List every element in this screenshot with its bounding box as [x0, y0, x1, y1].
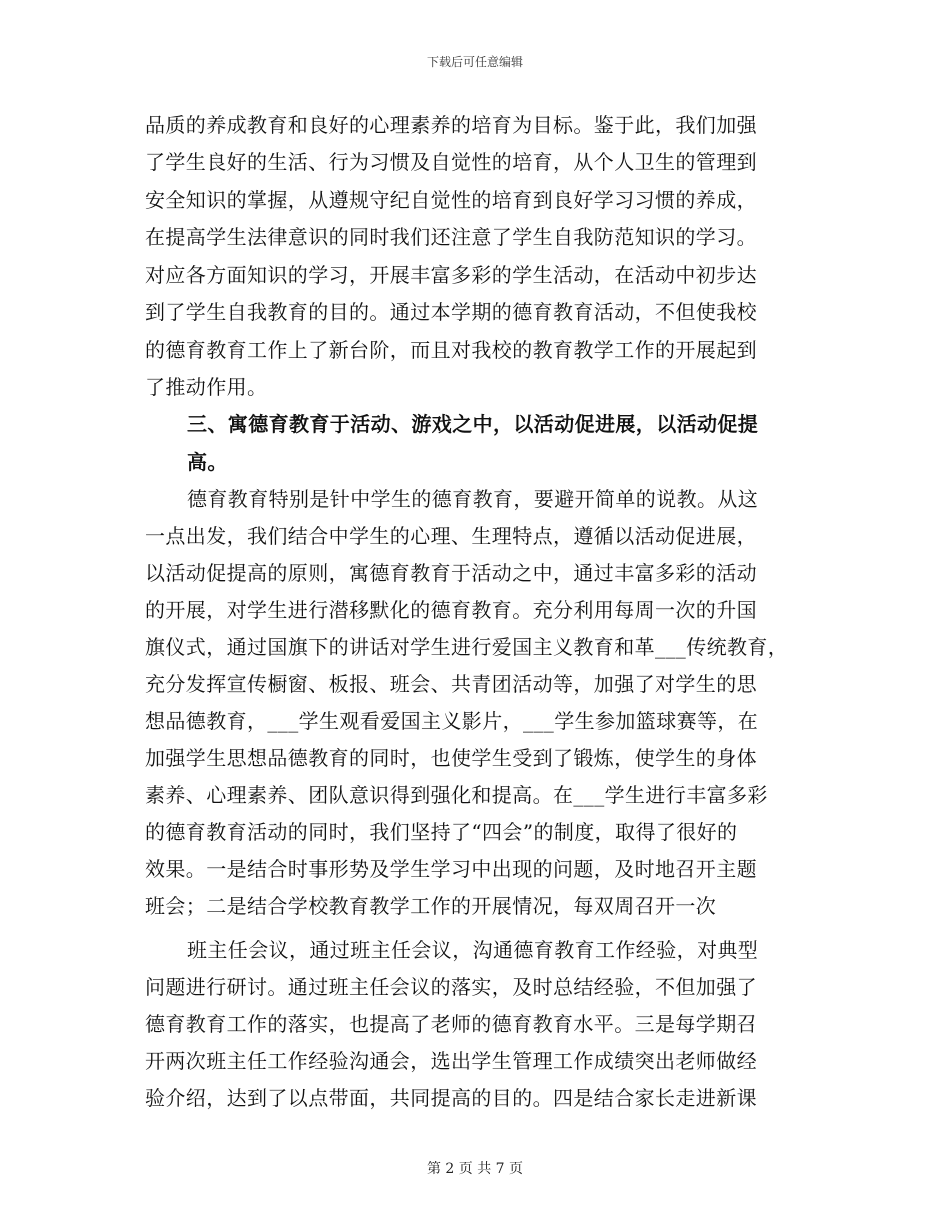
body-line: 对应各方面知识的学习，开展丰富多彩的学生活动，在活动中初步达: [145, 263, 757, 287]
body-line: 安全知识的掌握，从遵规守纪自觉性的培育到良好学习习惯的养成，: [145, 188, 757, 212]
body-line: 班会；二是结合学校教育教学工作的开展情况，每双周召开一次: [145, 894, 717, 918]
body-line: 德育教育特别是针中学生的德育教育，要避开简单的说教。从这: [187, 487, 759, 511]
body-line: 想品德教育，___学生观看爱国主义影片，___学生参加篮球赛等，在: [145, 709, 759, 733]
body-line: 一点出发，我们结合中学生的心理、生理特点，遵循以活动促进展，: [145, 524, 757, 548]
body-line: 加强学生思想品德教育的同时，也使学生受到了锻炼，使学生的身体: [145, 746, 757, 770]
body-line: 问题进行研讨。通过班主任会议的落实，及时总结经验，不但加强了: [145, 975, 757, 999]
section-heading: 三、寓德育教育于活动、游戏之中，以活动促进展，以活动促提: [187, 412, 759, 436]
section-heading-continued: 高。: [187, 450, 228, 474]
body-line: 的德育教育工作上了新台阶，而且对我校的教育教学工作的开展起到: [145, 338, 757, 362]
page-header: 下载后可任意编辑: [426, 55, 523, 69]
body-line: 的德育教育活动的同时，我们坚持了“四会”的制度，取得了很好的: [145, 820, 738, 844]
body-line: 的开展，对学生进行潜移默化的德育教育。充分利用每周一次的升国: [145, 598, 757, 622]
body-line: 到了学生自我教育的目的。通过本学期的德育教育活动，不但使我校: [145, 300, 757, 324]
body-line: 素养、心理素养、团队意识得到强化和提高。在___学生进行丰富多彩: [145, 783, 768, 807]
body-line: 开两次班主任工作经验沟通会，选出学生管理工作成绩突出老师做经: [145, 1049, 757, 1073]
body-line: 了推动作用。: [145, 375, 268, 399]
body-line: 班主任会议，通过班主任会议，沟通德育教育工作经验，对典型: [187, 938, 759, 962]
body-line: 验介绍，达到了以点带面，共同提高的目的。四是结合家长走进新课: [145, 1086, 757, 1110]
page-number-footer: 第 2 页 共 7 页: [426, 1161, 524, 1177]
body-line: 品质的养成教育和良好的心理素养的培育为目标。鉴于此，我们加强: [145, 113, 757, 137]
body-line: 了学生良好的生活、行为习惯及自觉性的培育，从个人卫生的管理到: [145, 150, 757, 174]
body-line: 效果。一是结合时事形势及学生学习中出现的问题，及时地召开主题: [145, 857, 757, 881]
body-line: 旗仪式，通过国旗下的讲话对学生进行爱国主义教育和革___传统教育，: [145, 635, 789, 659]
body-line: 以活动促提高的原则，寓德育教育于活动之中，通过丰富多彩的活动: [145, 561, 757, 585]
body-line: 充分发挥宣传橱窗、板报、班会、共青团活动等，加强了对学生的思: [145, 672, 757, 696]
body-line: 德育教育工作的落实，也提高了老师的德育教育水平。三是每学期召: [145, 1012, 757, 1036]
body-line: 在提高学生法律意识的同时我们还注意了学生自我防范知识的学习。: [145, 225, 757, 249]
